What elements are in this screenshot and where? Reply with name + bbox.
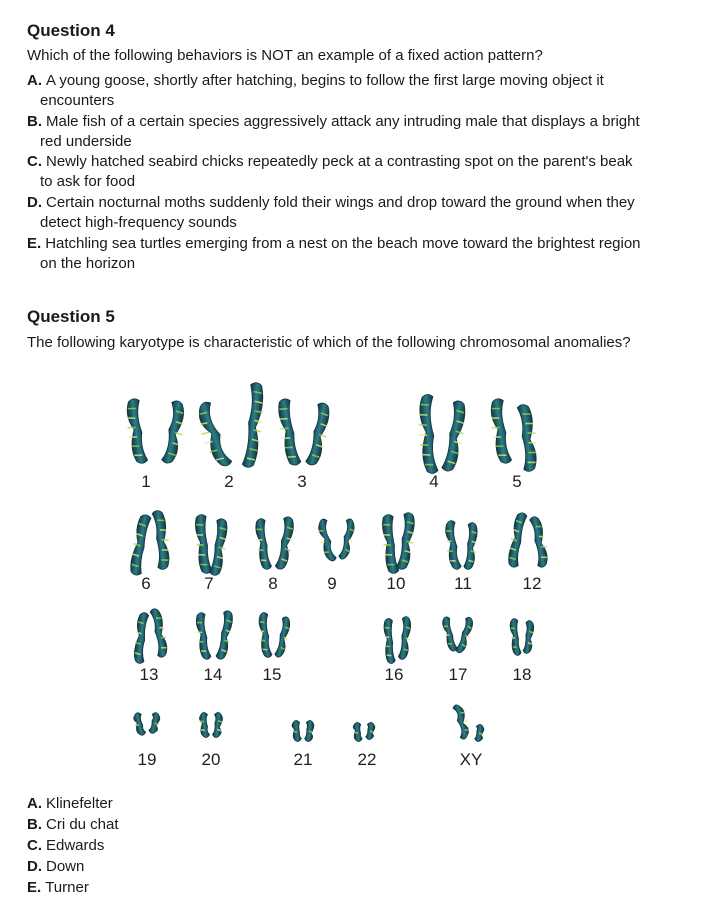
chr-label-8: 8 — [268, 574, 278, 593]
chr-21b — [304, 720, 314, 742]
chr-15b — [274, 616, 292, 658]
q4-choice-c[interactable] — [27, 152, 671, 192]
chr-label-4: 4 — [429, 472, 439, 491]
chr-label-2: 2 — [224, 472, 234, 491]
chr-2b — [242, 382, 266, 468]
choice-text: Cri du chat — [46, 816, 119, 833]
chr-3b — [305, 402, 333, 467]
question-4-title: Question 4 — [27, 21, 115, 40]
chr-13a — [133, 612, 149, 664]
chromosome-pairs — [124, 382, 550, 742]
chr-label-12: 12 — [522, 574, 542, 593]
choice-letter: D. — [27, 858, 42, 875]
chr-label-7: 7 — [204, 574, 214, 593]
chr-label-19: 19 — [137, 750, 157, 769]
choice-text-cont: on the horizon — [40, 255, 136, 272]
question-5-title: Question 5 — [27, 307, 115, 326]
chr-14a — [194, 612, 211, 660]
chr-12b — [529, 516, 550, 568]
chr-label-21: 21 — [293, 750, 313, 769]
choice-letter: B. — [27, 113, 42, 130]
choice-letter: C. — [27, 153, 42, 170]
chr-9b — [338, 518, 357, 560]
chr-11b — [464, 522, 479, 570]
q5-choice-a[interactable] — [27, 795, 113, 812]
chr-label-22: 22 — [357, 750, 377, 769]
q4-choice-d[interactable] — [27, 193, 671, 233]
chr-5b — [517, 404, 539, 472]
chr-17a — [441, 616, 458, 652]
karyotype-figure — [0, 360, 703, 780]
chr-5a — [488, 398, 512, 465]
chr-label-10: 10 — [386, 574, 406, 593]
chr-1b — [161, 400, 188, 465]
choice-text: Certain nocturnal moths suddenly fold their wings and drop toward the ground when they — [46, 194, 635, 211]
choice-letter: B. — [27, 816, 42, 833]
chr-label-14: 14 — [203, 665, 223, 684]
choice-text: Hatchling sea turtles emerging from a nest on the beach move toward the brightest region — [45, 235, 641, 252]
choice-text-cont: encounters — [40, 92, 115, 109]
question-5-stem: The following karyotype is characteristic of which of the following chromosomal anomalies? — [27, 334, 631, 351]
chr-2a — [192, 401, 233, 471]
choice-text: Down — [46, 858, 85, 875]
chr-22a — [353, 722, 363, 742]
choice-text-cont: to ask for food — [40, 173, 136, 190]
choice-letter: E. — [27, 879, 42, 896]
chr-15a — [258, 612, 273, 658]
chr-label-6: 6 — [141, 574, 151, 593]
q5-choice-b[interactable] — [27, 816, 119, 833]
q5-choice-e[interactable] — [27, 879, 89, 896]
choice-text: Turner — [45, 879, 89, 896]
choice-text: A young goose, shortly after hatching, begins to follow the first large moving object it — [46, 72, 604, 89]
chr-x — [452, 703, 472, 740]
chr-label-16: 16 — [384, 665, 404, 684]
choice-text: Male fish of a certain species aggressively attack any intruding male that displays a bright — [46, 113, 640, 130]
chr-1a — [124, 398, 148, 465]
chr-4a — [416, 394, 438, 474]
chr-label-9: 9 — [327, 574, 337, 593]
chr-label-13: 13 — [139, 665, 159, 684]
chr-22b — [365, 722, 375, 740]
choice-letter: E. — [27, 235, 42, 252]
choice-text: Newly hatched seabird chicks repeatedly peck at a contrasting spot on the parent's beak — [46, 153, 633, 170]
chr-8a — [254, 518, 272, 570]
chr-label-15: 15 — [262, 665, 282, 684]
chr-21a — [292, 720, 302, 742]
chr-10b — [396, 512, 417, 570]
chr-16b — [398, 616, 412, 660]
chr-3a — [275, 398, 301, 466]
chr-label-17: 17 — [448, 665, 468, 684]
chr-label-5: 5 — [512, 472, 522, 491]
choice-text-cont: red underside — [40, 133, 132, 150]
chr-7b — [209, 518, 229, 576]
q5-choice-d[interactable] — [27, 858, 84, 875]
q4-choice-e[interactable] — [27, 234, 671, 274]
chr-11a — [443, 520, 461, 570]
choice-text: Edwards — [46, 837, 105, 854]
chr-12a — [506, 512, 527, 568]
chr-label-11: 11 — [454, 574, 472, 593]
chr-20a — [199, 712, 210, 738]
chr-6b — [152, 510, 172, 570]
chr-14b — [216, 610, 235, 660]
choice-text-cont: detect high-frequency sounds — [40, 214, 237, 231]
chr-20b — [212, 712, 223, 738]
question-4-stem: Which of the following behaviors is NOT an example of a fixed action pattern? — [27, 47, 543, 64]
chr-19b — [148, 712, 161, 734]
choice-text: Klinefelter — [46, 795, 113, 812]
q4-choice-b[interactable] — [27, 112, 671, 152]
chr-label-xy: XY — [459, 750, 483, 769]
choice-letter: D. — [27, 194, 42, 211]
chr-7a — [193, 514, 212, 574]
chr-16a — [383, 618, 395, 664]
chr-18a — [509, 618, 521, 656]
q4-choice-a[interactable] — [27, 71, 671, 111]
chr-label-18: 18 — [512, 665, 532, 684]
choice-letter: A. — [27, 72, 42, 89]
chr-label-20: 20 — [201, 750, 221, 769]
chr-y — [474, 724, 484, 742]
chr-6a — [128, 514, 151, 576]
choice-letter: C. — [27, 837, 42, 854]
chr-13b — [150, 608, 170, 658]
chr-8b — [275, 516, 296, 570]
chr-label-3: 3 — [297, 472, 307, 491]
chr-4b — [441, 400, 468, 473]
chr-10a — [380, 514, 399, 574]
q5-choice-c[interactable] — [27, 837, 104, 854]
chr-19a — [132, 712, 146, 736]
chr-label-1: 1 — [141, 472, 151, 491]
choice-letter: A. — [27, 795, 42, 812]
chr-18b — [523, 620, 535, 654]
chr-9a — [315, 518, 337, 563]
chr-17b — [455, 616, 475, 654]
